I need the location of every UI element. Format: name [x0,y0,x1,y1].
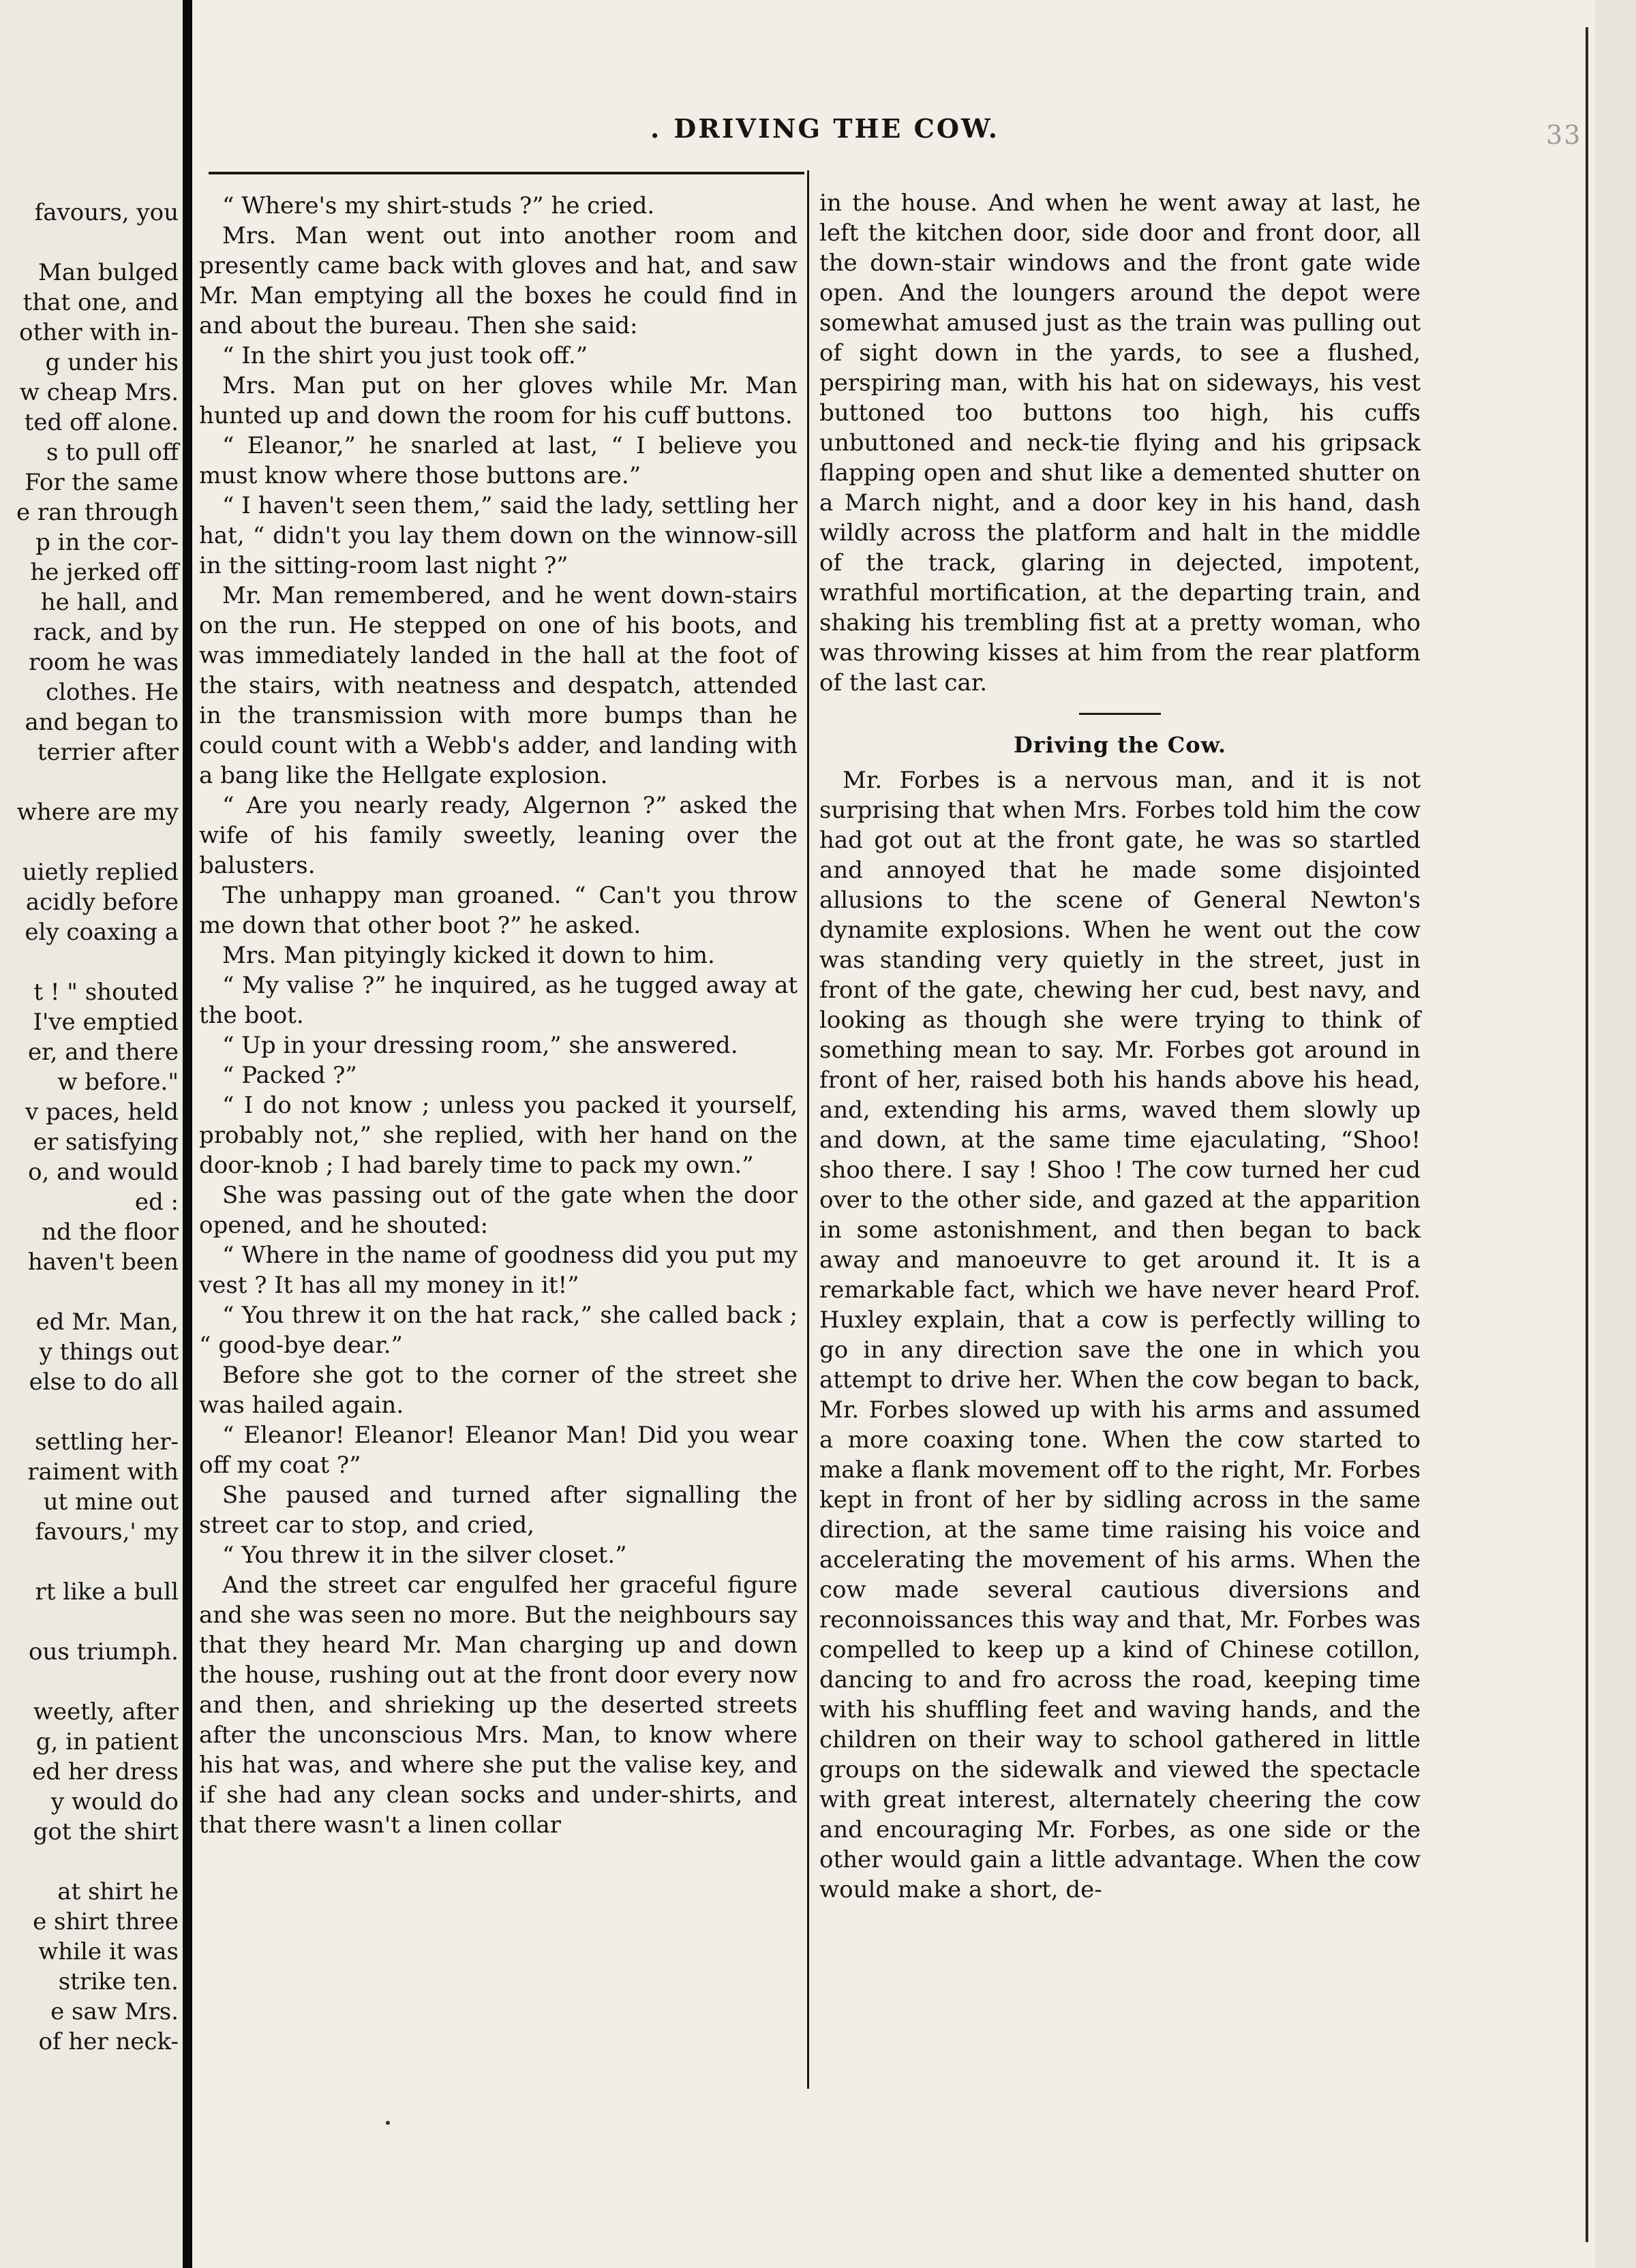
left-fragment-line: favours, you [34,199,179,226]
middle-paragraph: Mr. Man remembered, and he went down-stairs on the run. He stepped on one of his boots, and was immediately landed in the hall at the foot of the stairs, with neatness and despatch, attended in the transmission with more bumps than he could count with a Webb's adder, and landing with a bang like the Hellgate explosion. [199,582,798,789]
left-fragment-line [0,947,179,977]
running-head: . DRIVING THE COW. [650,113,999,144]
left-fragment-line: g, in patient [35,1728,179,1756]
left-fragment-line: at shirt he [57,1878,179,1905]
left-fragment-line: g under his [45,349,179,376]
left-fragment-line: of her neck- [38,2028,179,2055]
left-fragment-line: I've emptied [33,1009,179,1036]
middle-paragraph: “ You threw it on the hat rack,” she called back ; “ good-bye dear.” [199,1302,798,1359]
middle-paragraph: “ Where in the name of goodness did you put my vest ? It has all my money in it!” [199,1242,798,1299]
middle-paragraph: Mrs. Man put on her gloves while Mr. Man hunted up and down the room for his cuff buttons. [199,372,798,429]
left-fragment-line [0,1607,179,1637]
left-fragment-line: For the same [25,469,179,496]
middle-paragraph: She was passing out of the gate when the door opened, and he shouted: [199,1182,798,1239]
middle-paragraph: “ Are you nearly ready, Algernon ?” asked the wife of his family sweetly, leaning over the balusters. [199,792,798,879]
print-speck [386,2121,390,2125]
left-fragment-line: nd the floor [42,1219,179,1246]
left-fragment-line: he jerked off [30,559,179,586]
left-fragment-line: raiment with [27,1458,179,1486]
left-fragment-line: ted off alone. [24,409,179,436]
left-fragment-line: y things out [39,1338,179,1366]
left-fragment-line: e ran through [16,499,179,526]
middle-column [199,191,798,1840]
left-fragment-line: v paces, held [25,1099,179,1126]
left-fragment-line: e shirt three [33,1908,179,1935]
middle-paragraph: “ I do not know ; unless you packed it yourself, probably not,” she replied, with her hand on the door-knob ; I had barely time to pack my own.” [199,1092,798,1179]
page-number: 33 [1546,120,1582,150]
left-fragment-line [0,1277,179,1307]
middle-paragraph: “ You threw it in the silver closet.” [222,1542,627,1569]
left-fragment-line: ed Mr. Man, [35,1308,179,1336]
left-fragment-line: that one, and [22,289,179,316]
left-fragment-line: e saw Mrs. [50,1998,179,2025]
left-fragment-line [0,1667,179,1697]
middle-paragraph: “ Up in your dressing room,” she answered. [222,1032,738,1059]
left-fragment-line [0,1397,179,1427]
left-fragment-line: where are my [16,799,179,826]
left-fragment-line: ous triumph. [28,1638,179,1666]
section-divider [1079,713,1161,715]
left-fragment-line: settling her- [35,1428,179,1456]
left-fragment-line: rt like a bull [35,1578,179,1606]
running-head-text: DRIVING THE COW. [673,113,999,144]
left-fragment-line: while it was [38,1938,179,1965]
left-fragment-line: favours,' my [35,1518,179,1546]
left-fragment-line [0,767,179,797]
middle-paragraph: “ Eleanor,” he snarled at last, “ I believe you must know where those buttons are.” [199,432,798,489]
section-title: Driving the Cow. [1013,732,1227,758]
left-fragment-line: terrier after [37,739,179,766]
left-fragment-line: er satisfying [33,1129,179,1156]
left-column-fragments [0,198,179,2057]
left-fragment-line: acidly before [25,889,179,916]
middle-paragraph: “ In the shirt you just took off.” [222,342,588,369]
middle-paragraph: “ Where's my shirt-studs ?” he cried. [222,192,655,219]
left-fragment-line: ely coaxing a [25,919,179,946]
left-fragment-line [0,827,179,857]
page-edge-rule [1586,27,1588,2242]
left-fragment-line [0,1847,179,1877]
middle-paragraph: “ Packed ?” [222,1062,357,1089]
left-fragment-line: rack, and by [33,619,179,646]
left-fragment-line: w cheap Mrs. [19,379,179,406]
page-gutter [183,0,192,2268]
middle-paragraph: “ Eleanor! Eleanor! Eleanor Man! Did you wear off my coat ?” [199,1422,798,1479]
left-fragment-line: w before." [57,1069,179,1096]
left-fragment-line: he hall, and [40,589,179,616]
left-fragment-line: strike ten. [58,1968,179,1995]
left-fragment-line: t ! " shouted [33,979,179,1006]
right-column-body: Mr. Forbes is a nervous man, and it is not surprising that when Mrs. Forbes told him the cow had got out at the front gate, he was so startled and annoyed that he made some disjointed allusions to the scene of General Newton's dynamite explosions. When he went out the cow was standing very quietly in the street, just in front of the gate, chewing her cud, best navy, and looking as though she were trying to think of something mean to say. Mr. Forbes got around in front of her, raised both his hands above his head, and, extending his arms, waved them slowly up and down, at the same time ejaculating, “Shoo! shoo there. I say ! Shoo ! The cow turned her cud over to the other side, and gazed at the apparition in some astonishment, and then began to back away and manoeuvre to get around it. It is a remarkable fact, which we have never heard Prof. Huxley explain, that a cow is perfectly willing to go in any direction save the one in which you attempt to drive her. When the cow began to back, Mr. Forbes slowed up with his arms and assumed a more coaxing tone. When the cow started to make a flank movement off to the right, Mr. Forbes kept in front of her by sidling across in the same direction, at the same time raising his voice and accelerating the movement of his arms. When the cow made several cautious diversions and reconnoissances this way and that, Mr. Forbes was compelled to keep up a kind of Chinese cotillon, dancing to and fro across the road, keeping time with his shuffling feet and waving hands, and the children on their way to school gathered in little groups on the sidewalk and viewed the spectacle with great interest, alternately cheering the cow and encouraging Mr. Forbes, as one side or the other would gain a little advantage. When the cow would make a short, de- [819,767,1421,1903]
left-fragment-line: Man bulged [38,259,179,286]
middle-paragraph: And the street car engulfed her graceful figure and she was seen no more. But the neighbours say that they heard Mr. Man charging up and down the house, rushing out at the front door every now and then, and shrieking up the deserted streets after the unconscious Mrs. Man, to know where his hat was, and where she put the valise key, and if she had any clean socks and under-shirts, and that there wasn't a linen collar [199,1572,798,1839]
previous-page-fragment [0,0,183,2268]
left-fragment-line: else to do all [29,1368,179,1396]
left-fragment-line: weetly, after [33,1698,179,1726]
left-fragment-line: clothes. He [46,679,179,706]
column-divider [807,170,809,2089]
left-fragment-line: uietly replied [22,859,179,886]
left-fragment-line: and began to [25,709,179,736]
left-fragment-line: y would do [50,1788,179,1815]
middle-paragraph: The unhappy man groaned. “ Can't you throw me down that other boot ?” he asked. [199,882,798,939]
right-column-intro: in the house. And when he went away at last, he left the kitchen door, side door and front door, all the down-stair windows and the front gate wide open. And the loungers around the depot were somewhat amused just as the train was pulling out of sight down in the yards, to see a flushed, perspiring man, with his hat on sideways, his vest buttoned too buttons too high, his cuffs unbuttoned and neck-tie flying and his gripsack flapping open and shut like a demented shutter on a March night, and a door key in his hand, dash wildly across the platform and halt in the middle of the track, glaring in dejected, impotent, wrathful mortification, at the departing train, and shaking his trembling fist at a pretty woman, who was throwing kisses at him from the rear platform of the last car. [819,189,1421,696]
left-fragment-line [0,228,179,258]
left-fragment-line: o, and would [28,1159,179,1186]
left-fragment-line: haven't been [27,1248,179,1276]
page-right-margin [1595,0,1636,2268]
left-fragment-line: got the shirt [33,1818,179,1845]
header-rule [209,172,804,174]
left-fragment-line: other with in- [19,319,179,346]
middle-paragraph: Mrs. Man went out into another room and presently came back with gloves and hat, and saw Mr. Man emptying all the boxes he could find in and about the bureau. Then she said: [199,222,798,339]
left-fragment-line [0,1547,179,1577]
left-fragment-line: s to pull off [46,439,179,466]
middle-paragraph: Before she got to the corner of the street she was hailed again. [199,1362,798,1419]
left-fragment-line: ed her dress [32,1758,179,1786]
left-fragment-line: ut mine out [43,1488,179,1516]
left-fragment-line: room he was [29,649,179,676]
middle-paragraph: “ I haven't seen them,” said the lady, settling her hat, “ didn't you lay them down on the winnow-sill in the sitting-room last night ?” [199,492,798,579]
left-fragment-line: p in the cor- [35,529,179,556]
middle-paragraph: “ My valise ?” he inquired, as he tugged away at the boot. [199,972,798,1029]
right-column [819,188,1421,1905]
middle-paragraph: She paused and turned after signalling the street car to stop, and cried, [199,1482,798,1539]
middle-paragraph: Mrs. Man pityingly kicked it down to him. [222,942,715,969]
left-fragment-line: ed : [134,1189,179,1216]
left-fragment-line: er, and there [27,1039,179,1066]
